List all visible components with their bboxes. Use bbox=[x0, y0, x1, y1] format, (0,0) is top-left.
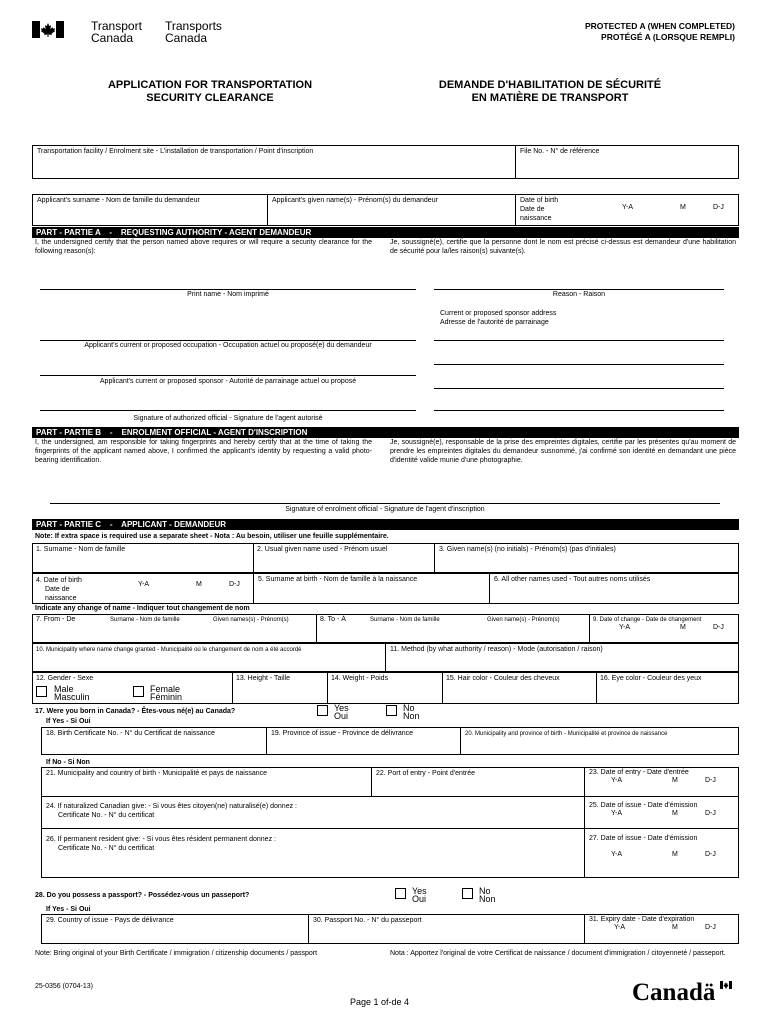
change-from-surname-label: Surname - Nom de famille bbox=[110, 617, 180, 623]
dept-name-fr bbox=[165, 20, 222, 44]
f4-month-label: M bbox=[196, 581, 202, 588]
date-of-entry-field[interactable]: 23. Date of entry - Date d'entrée bbox=[589, 769, 689, 776]
born-canada-no-label bbox=[403, 704, 420, 720]
female-line1: Female bbox=[150, 684, 181, 694]
q17-no-line2: Non bbox=[403, 711, 420, 721]
change-to-surname-label: Surname - Nom de famille bbox=[370, 617, 440, 623]
f24-line1: 24. If naturalized Canadian give: - Si vous êtes citoyen(ne) naturalisé(e) donnez : bbox=[46, 803, 297, 810]
f27-day-label: D-J bbox=[705, 851, 716, 858]
dob-month-label: M bbox=[680, 204, 686, 211]
female-line2: Féminin bbox=[150, 692, 183, 702]
date-of-birth-field[interactable] bbox=[36, 576, 82, 603]
male-label bbox=[54, 685, 90, 701]
f26-line1: 26. If permanent resident give: - Si vous êtes résident permanent donnez : bbox=[46, 836, 276, 843]
f24-line2: Certificate No. - N° du certificat bbox=[58, 812, 155, 819]
hair-color-field[interactable]: 15. Hair color - Couleur des cheveux bbox=[446, 675, 560, 682]
gender-label: 12. Gender - Sexe bbox=[36, 675, 94, 682]
q17-yes-line2: Oui bbox=[334, 711, 349, 721]
f4-line2: Date de bbox=[45, 586, 70, 593]
authorized-signature-field[interactable]: Signature of authorized official - Signature de l'agent autorisé bbox=[133, 415, 323, 422]
date-of-change-field[interactable]: 9. Date of change - Date de changement bbox=[593, 617, 702, 623]
f31-month-label: M bbox=[672, 924, 678, 931]
f4-line3: naissance bbox=[45, 595, 77, 602]
municipality-change-field[interactable]: 10. Municipality where name change granted - Municipalité où le changement de nom a été accordé bbox=[36, 647, 302, 653]
print-name-field[interactable]: Print name - Nom imprimé bbox=[187, 291, 269, 298]
q28-yes-line1: Yes bbox=[412, 886, 427, 896]
f23-year-label: Y-A bbox=[611, 777, 623, 784]
passport-country-field[interactable]: 29. Country of issue - Pays de délivrance bbox=[46, 917, 174, 924]
port-of-entry-field[interactable]: 22. Port of entry - Point d'entrée bbox=[376, 770, 476, 777]
occupation-field[interactable]: Applicant's current or proposed occupation - Occupation actuel ou proposé(e) du demandeur bbox=[84, 342, 372, 349]
form-number: 25-0356 (0704-13) bbox=[35, 983, 93, 990]
change-from-field[interactable]: 7. From - De bbox=[36, 616, 76, 623]
f25-year-label: Y-A bbox=[611, 810, 623, 817]
page-number: Page 1 of-de 4 bbox=[350, 997, 410, 1007]
f31-year-label: Y-A bbox=[614, 924, 626, 931]
protected-label bbox=[585, 21, 735, 43]
reason-field[interactable]: Reason - Raison bbox=[552, 291, 606, 298]
facility-field[interactable]: Transportation facility / Enrolment site - L'installation de transportation / Point d'inscription bbox=[37, 148, 314, 155]
male-line1: Male bbox=[54, 684, 74, 694]
f25-day-label: D-J bbox=[705, 810, 716, 817]
wordmark-flag-icon bbox=[720, 981, 732, 992]
weight-field[interactable]: 14. Weight - Poids bbox=[331, 675, 389, 682]
passport-expiry-field[interactable]: 31. Expiry date - Date d'expiration bbox=[589, 916, 695, 923]
row-immigration bbox=[41, 767, 739, 878]
f9-month-label: M bbox=[680, 624, 686, 631]
province-of-issue-field[interactable]: 19. Province of issue - Province de délivrance bbox=[271, 730, 414, 737]
f4-line1: 4. Date of birth bbox=[36, 577, 82, 584]
part-a-text-en: I, the undersigned certify that the person named above requires or will require a security clearance for the following reason(s): bbox=[35, 239, 372, 255]
eye-color-field[interactable]: 16. Eye color - Couleur des yeux bbox=[600, 675, 702, 682]
method-field[interactable]: 11. Method (by what authority / reason) - Mode (autorisation / raison) bbox=[390, 646, 603, 653]
dept-fr-line2: Canada bbox=[165, 31, 208, 45]
q17-yes-line1: Yes bbox=[334, 703, 349, 713]
female-checkbox[interactable] bbox=[133, 686, 144, 697]
passport-yes-label bbox=[412, 887, 427, 903]
born-in-canada-question: 17. Were you born in Canada? - Êtes-vous né(e) au Canada? bbox=[35, 708, 236, 715]
sponsor-address-line1: Current or proposed sponsor address bbox=[440, 310, 557, 317]
dob-line3: naissance bbox=[520, 215, 552, 222]
f26-line2: Certificate No. - N° du certificat bbox=[58, 845, 155, 852]
surname-field[interactable]: 1. Surname - Nom de famille bbox=[36, 546, 126, 553]
f23-month-label: M bbox=[672, 777, 678, 784]
f4-year-label: Y-A bbox=[138, 581, 150, 588]
born-canada-yes-checkbox[interactable] bbox=[317, 705, 328, 716]
change-to-given-label: Given name(s) - Prénom(s) bbox=[487, 617, 560, 623]
part-a-text-fr: Je, soussigné(e), certifie que la personne dont le nom est précisé ci-dessus est demandeur d'une habilitation de sécurité pour la/les raison(s) suivante(s). bbox=[390, 239, 736, 255]
permanent-resident-cert-field[interactable] bbox=[46, 835, 276, 853]
title-en-line2: SECURITY CLEARANCE bbox=[146, 92, 274, 104]
given-names-field[interactable]: 3. Given name(s) (no initials) - Prénom(s) (pas d'initiales) bbox=[439, 546, 616, 553]
municipality-country-birth-field[interactable]: 21. Municipality and country of birth - Municipalité et pays de naissance bbox=[46, 770, 268, 777]
passport-if-yes-label: If Yes - Si Oui bbox=[46, 906, 91, 913]
part-b-header: PART - PARTIE B - ENROLMENT OFFICIAL - AGENT D'INSCRIPTION bbox=[32, 427, 739, 438]
born-canada-yes-label bbox=[334, 704, 349, 720]
q17-no-line1: No bbox=[403, 703, 415, 713]
birth-cert-no-field[interactable]: 18. Birth Certificate No. - N° du Certificat de naissance bbox=[46, 730, 215, 737]
resident-issue-date-field[interactable]: 27. Date of issue - Date d'émission bbox=[589, 835, 698, 842]
canada-wordmark: Canadä bbox=[632, 979, 716, 1006]
file-number-field[interactable]: File No. - N° de référence bbox=[520, 148, 600, 155]
dept-en-line1: Transport bbox=[91, 19, 142, 33]
passport-question: 28. Do you possess a passport? - Possédez-vous un passeport? bbox=[35, 892, 250, 899]
form-title-en bbox=[85, 79, 335, 105]
dob-line2: Date de bbox=[520, 206, 545, 213]
f23-day-label: D-J bbox=[705, 777, 716, 784]
f27-month-label: M bbox=[672, 851, 678, 858]
dept-name-en bbox=[91, 20, 142, 44]
born-canada-no-checkbox[interactable] bbox=[386, 705, 397, 716]
f9-year-label: Y-A bbox=[619, 624, 631, 631]
note-fr: Nota : Apportez l'original de votre Certificat de naissance / document d'immigration / citoyenneté / passeport. bbox=[390, 950, 726, 957]
part-b-text-fr: Je, soussigné(e), responsable de la prise des empreintes digitales, certifie par les présentes qu'au moment de prendre les empreintes digitales du demandeur susnommé, j'ai confirmé son identité en demandant une pièce d'identité valide munie d'une photographie. bbox=[390, 439, 736, 464]
q28-no-line2: Non bbox=[479, 894, 496, 904]
note-en: Note: Bring original of your Birth Certificate / immigration / citizenship documents / passport bbox=[35, 950, 318, 957]
part-c-header: PART - PARTIE C - APPLICANT - DEMANDEUR bbox=[32, 519, 739, 530]
applicant-dob-field[interactable] bbox=[520, 196, 558, 223]
height-field[interactable]: 13. Height - Taille bbox=[236, 675, 290, 682]
title-en-line1: APPLICATION FOR TRANSPORTATION bbox=[107, 79, 313, 91]
surname-at-birth-field[interactable]: 5. Surname at birth - Nom de famille à la naissance bbox=[258, 576, 418, 583]
female-label bbox=[150, 685, 182, 701]
sponsor-address-label bbox=[440, 309, 556, 327]
enrolment-signature-field[interactable]: Signature of enrolment official - Signature de l'agent d'inscription bbox=[285, 506, 485, 513]
male-checkbox[interactable] bbox=[36, 686, 47, 697]
form-title-fr bbox=[420, 79, 680, 105]
sponsor-address-line2: Adresse de l'autorité de parrainage bbox=[440, 319, 549, 326]
applicant-given-field[interactable]: Applicant's given name(s) - Prénom(s) du demandeur bbox=[272, 197, 438, 204]
f4-day-label: D-J bbox=[229, 581, 240, 588]
dept-fr-line1: Transports bbox=[165, 19, 222, 33]
title-fr-line1: DEMANDE D'HABILITATION DE SÉCURITÉ bbox=[438, 79, 662, 91]
passport-number-field[interactable]: 30. Passport No. - N° du passeport bbox=[313, 917, 422, 924]
f9-day-label: D-J bbox=[713, 624, 724, 631]
naturalized-issue-date-field[interactable]: 25. Date of issue - Date d'émission bbox=[589, 802, 698, 809]
passport-no-checkbox[interactable] bbox=[462, 888, 473, 899]
title-fr-line2: EN MATIÈRE DE TRANSPORT bbox=[471, 92, 629, 104]
usual-given-name-field[interactable]: 2. Usual given name used - Prénom usuel bbox=[257, 546, 388, 553]
part-c-note: Note: If extra space is required use a separate sheet - Nota : Au besoin, utiliser une feuille supplémentaire. bbox=[35, 533, 389, 540]
q28-no-line1: No bbox=[479, 886, 491, 896]
part-a-header: PART - PARTIE A - REQUESTING AUTHORITY - AGENT DEMANDEUR bbox=[32, 227, 739, 238]
f25-month-label: M bbox=[672, 810, 678, 817]
change-to-field[interactable]: 8. To - À bbox=[320, 616, 346, 623]
f27-year-label: Y-A bbox=[611, 851, 623, 858]
if-no-label: If No - Si Non bbox=[46, 759, 90, 766]
male-line2: Masculin bbox=[54, 692, 90, 702]
protected-fr: PROTÉGÉ A (LORSQUE REMPLI) bbox=[601, 32, 735, 42]
part-b-text-en: I, the undersigned, am responsible for taking fingerprints and hereby certify that at the time of taking the fingerprints of the applicant named above, I confirmed the applicant's identity by requesting a valid photo-bearing identification. bbox=[35, 439, 372, 464]
applicant-surname-field[interactable]: Applicant's surname - Nom de famille du demandeur bbox=[37, 197, 200, 204]
passport-no-label bbox=[479, 887, 496, 903]
change-from-given-label: Given names(s) - Prénom(s) bbox=[213, 617, 289, 623]
canada-flag-icon bbox=[32, 21, 64, 38]
dob-day-label: D-J bbox=[713, 204, 724, 211]
municipality-birth-field[interactable]: 20. Municipality and province of birth - Municipalité et province de naissance bbox=[465, 731, 668, 737]
name-change-header: Indicate any change of name - Indiquer tout changement de nom bbox=[35, 605, 250, 612]
passport-yes-checkbox[interactable] bbox=[395, 888, 406, 899]
dob-line1: Date of birth bbox=[520, 197, 559, 204]
if-yes-label: If Yes - Si Oui bbox=[46, 718, 91, 725]
f31-day-label: D-J bbox=[705, 924, 716, 931]
other-names-field[interactable]: 6. All other names used - Tout autres noms utilisés bbox=[494, 576, 651, 583]
q28-yes-line2: Oui bbox=[412, 894, 427, 904]
naturalized-cert-field[interactable] bbox=[46, 802, 297, 820]
protected-en: PROTECTED A (WHEN COMPLETED) bbox=[584, 21, 735, 31]
sponsor-field[interactable]: Applicant's current or proposed sponsor - Autorité de parrainage actuel ou proposé bbox=[99, 378, 357, 385]
dob-year-label: Y-A bbox=[622, 204, 634, 211]
dept-en-line2: Canada bbox=[91, 31, 134, 45]
